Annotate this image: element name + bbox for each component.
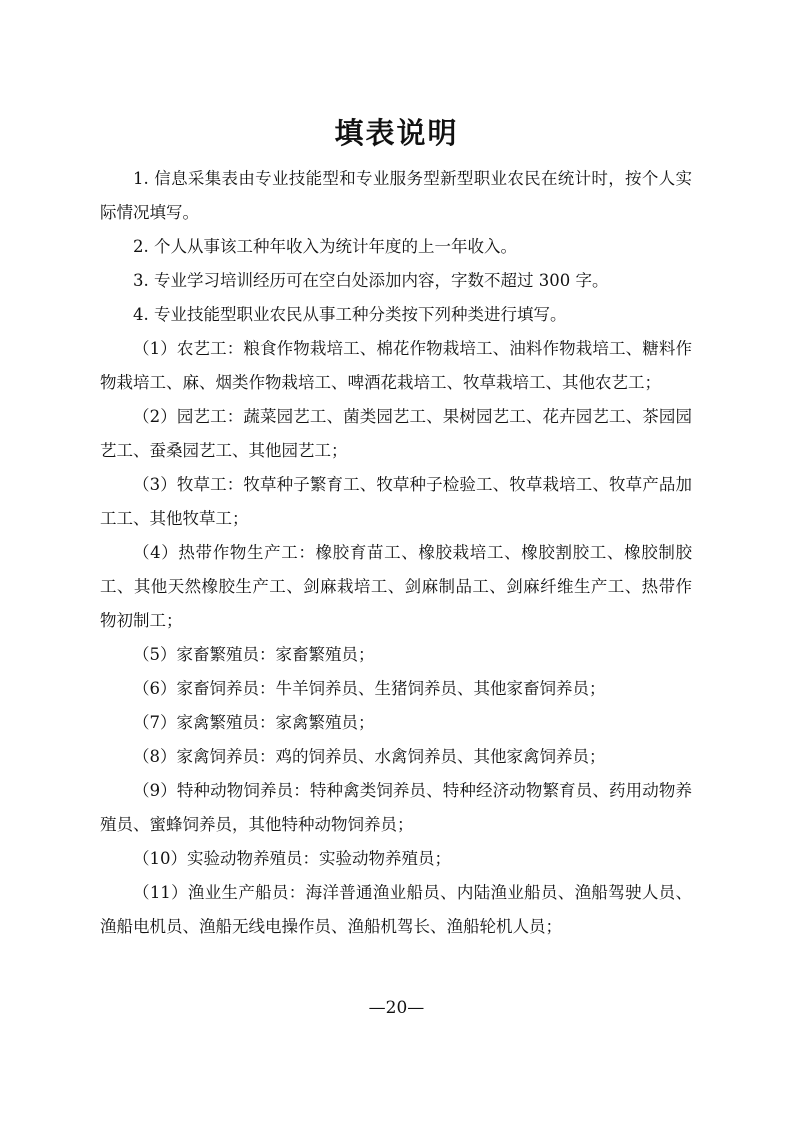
category-8-poultry-raising: （8）家禽饲养员：鸡的饲养员、水禽饲养员、其他家禽饲养员； [133, 747, 606, 766]
paragraph-1: 1. 信息采集表由专业技能型和专业服务型新型职业农民在统计时，按个人实际情况填写。 [100, 169, 692, 222]
paragraph-4: 4. 专业技能型职业农民从事工种分类按下列种类进行填写。 [133, 305, 567, 324]
category-2-horticulture: （2）园艺工：蔬菜园艺工、菌类园艺工、果树园艺工、花卉园艺工、茶园园艺工、蚕桑园艺工、其他园艺工； [100, 407, 692, 460]
category-9-special-animals: （9）特种动物饲养员：特种禽类饲养员、特种经济动物繁育员、药用动物养殖员、蜜蜂饲养员，其他特种动物饲养员； [100, 781, 692, 834]
category-10-lab-animals: （10）实验动物养殖员：实验动物养殖员； [133, 849, 451, 868]
page-title: 填表说明 [334, 116, 459, 150]
category-7-poultry-breeding: （7）家禽繁殖员：家禽繁殖员； [133, 713, 375, 732]
page-number: —20— [368, 998, 425, 1018]
instructions-body [100, 162, 692, 944]
category-3-forage: （3）牧草工：牧草种子繁育工、牧草种子检验工、牧草栽培工、牧草产品加工工、其他牧草工； [100, 475, 692, 528]
category-4-tropical-crops: （4）热带作物生产工：橡胶育苗工、橡胶栽培工、橡胶割胶工、橡胶制胶工、其他天然橡胶生产工、剑麻栽培工、剑麻制品工、剑麻纤维生产工、热带作物初制工； [100, 543, 692, 630]
paragraph-3: 3. 专业学习培训经历可在空白处添加内容，字数不超过 300 字。 [133, 271, 609, 290]
category-6-livestock-raising: （6）家畜饲养员：牛羊饲养员、生猪饲养员、其他家畜饲养员； [133, 679, 606, 698]
category-11-fishing-crew: （11）渔业生产船员：海洋普通渔业船员、内陆渔业船员、渔船驾驶人员、渔船电机员、渔船无线电操作员、渔船机驾长、渔船轮机人员； [100, 883, 692, 936]
category-1-agronomy: （1）农艺工：粮食作物栽培工、棉花作物栽培工、油料作物栽培工、糖料作物栽培工、麻、烟类作物栽培工、啤酒花栽培工、牧草栽培工、其他农艺工； [100, 339, 692, 392]
paragraph-2: 2. 个人从事该工种年收入为统计年度的上一年收入。 [133, 237, 517, 256]
category-5-livestock-breeding: （5）家畜繁殖员：家畜繁殖员； [133, 645, 375, 664]
